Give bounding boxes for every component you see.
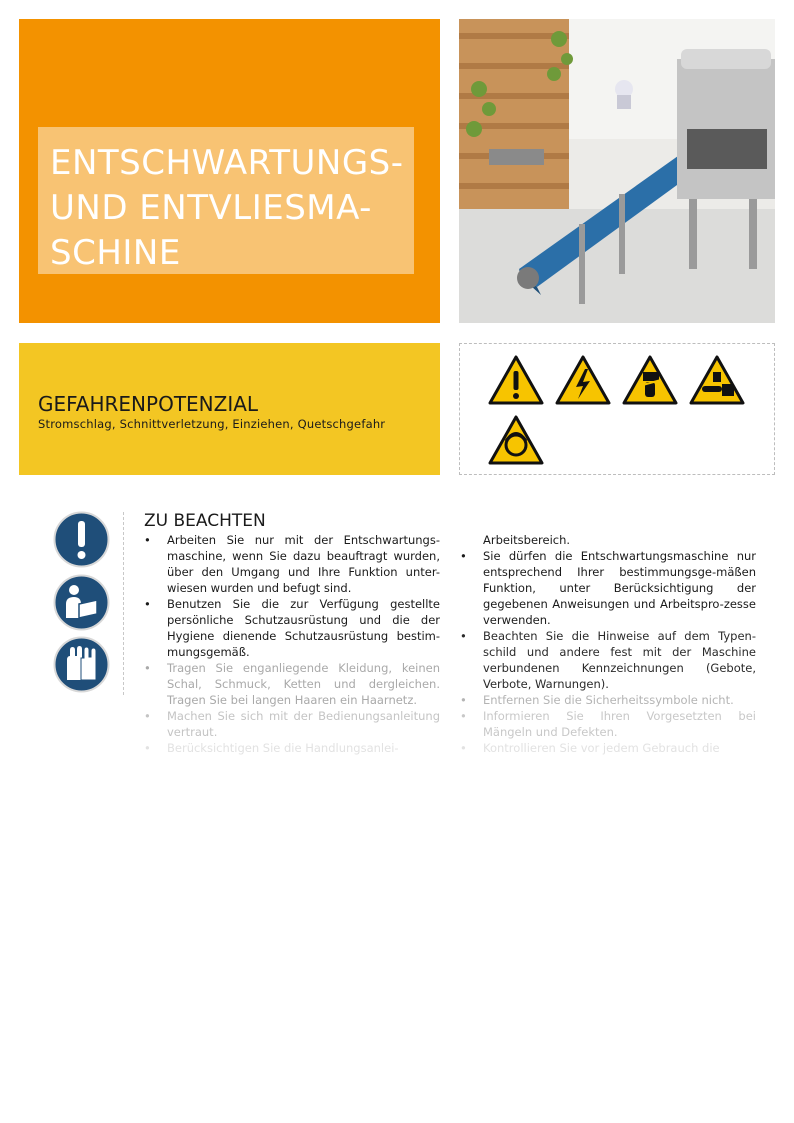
list-item: • Machen Sie sich mit der Bedienungsanleitung vertraut. [144, 708, 440, 740]
hazard-heading: GEFAHRENPOTENZIAL [38, 392, 259, 416]
title-line-3: SCHINE [50, 233, 181, 273]
list-item: • Kontrollieren Sie vor jedem Gebrauch die [460, 740, 756, 756]
electric-shock-warning-icon [554, 354, 612, 406]
list-item: • Beachten Sie die Hinweise auf dem Typen-schild und andere fest mit der Maschine verbundenen Kennzeichnungen (Gebote, Verbote, Warnungen). [460, 628, 756, 692]
divider-line [123, 512, 124, 695]
machine-illustration [459, 19, 775, 323]
hair-entanglement-warning-icon [487, 414, 545, 466]
general-mandatory-icon [53, 511, 110, 568]
list-item: • Arbeiten Sie nur mit der Entschwartungs-maschine, wenn Sie dazu beauftragt wurden, über den Umgang und Ihre Funktion unter-wiesen wurden und befugt sind. [144, 532, 440, 596]
list-item: • Sie dürfen die Entschwartungsmaschine nur entsprechend Ihrer bestimmungsge-mäßen Funktion, unter Berücksichtigung der gegebenen Anweisungen und Arbeitspro-zesse verwenden. [460, 548, 756, 628]
notes-heading: ZU BEACHTEN [144, 511, 266, 531]
title-line-2: UND ENTVLIESMA- [50, 188, 372, 228]
list-item: • Tragen Sie enganliegende Kleidung, keinen Schal, Schmuck, Ketten und dergleichen. Tragen Sie bei langen Haaren ein Haarnetz. [144, 660, 440, 708]
list-item: • Informieren Sie Ihren Vorgesetzten bei Mängeln und Defekten. [460, 708, 756, 740]
warning-signs-panel [459, 343, 775, 475]
machine-photo [459, 19, 775, 323]
notes-right-column [460, 532, 756, 756]
hazard-text: Stromschlag, Schnittverletzung, Einziehen, Quetschgefahr [38, 417, 386, 431]
list-item: • Benutzen Sie die zur Verfügung gestellte persönliche Schutzausrüstung und die der Hygiene dienende Schutzausrüstung bestim-mungsgemäß. [144, 596, 440, 660]
list-item: • Entfernen Sie die Sicherheitssymbole nicht. [460, 692, 756, 708]
title-overlay [38, 127, 414, 274]
read-manual-icon [53, 574, 110, 631]
fade-cutoff [140, 757, 770, 1123]
crushing-hand-warning-icon [688, 354, 746, 406]
list-item: • Berücksichtigen Sie die Handlungsanlei- [144, 740, 440, 756]
cutting-hand-warning-icon [621, 354, 679, 406]
title-line-1: ENTSCHWARTUNGS- [50, 143, 404, 183]
notes-left-column [144, 532, 440, 756]
general-warning-icon [487, 354, 545, 406]
list-item-continuation: Arbeitsbereich. [483, 533, 571, 547]
wear-gloves-icon [53, 636, 110, 693]
hazard-block [19, 343, 440, 475]
title-block [19, 19, 440, 323]
